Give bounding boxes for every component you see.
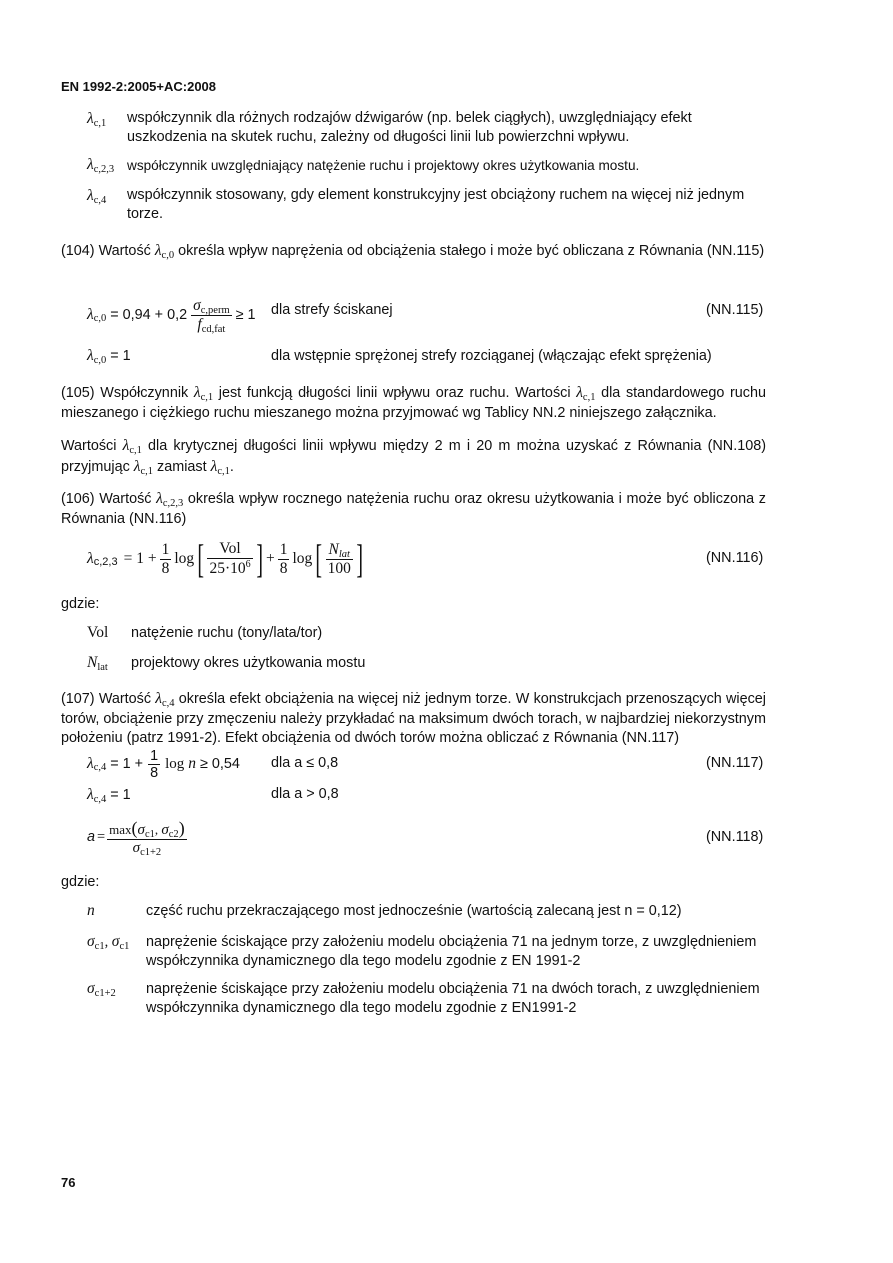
paragraph-105b: Wartości $\lambda_{c,1}$ dla krytycznej długości linii wpływu między 2 m i 20 m można uzyskać z Równania (NN.108) przyjmując $\lambda_{c,1}$ zamiast $\lambda_{c,1}$. bbox=[61, 437, 766, 477]
equation-nn115-line2: $\lambda_{c,0} = 1$ bbox=[87, 347, 131, 366]
symbol-vol: Vol bbox=[87, 624, 109, 641]
definition-lambda-c23: współczynnik uwzględniający natężenie ruchu i projektowy okres użytkowania mostu. bbox=[127, 158, 640, 173]
equation-tag-nn115: (NN.115) bbox=[706, 302, 764, 318]
equation-nn117-line2: $\lambda_{c,4} = 1$ bbox=[87, 786, 131, 805]
symbol-sigma-c12: $\sigma_{c1+2}$ bbox=[87, 980, 116, 999]
paragraph-105: (105) Współczynnik $\lambda_{c,1}$ jest funkcją długości linii wpływu oraz ruchu. Wartości $\lambda_{c,1}$ dla standardowego ruchu mieszanego i ciężkiego ruchu mieszanego można przyjmować wg Tablicy NN.2 niniejszego załącznika. bbox=[61, 384, 767, 421]
equation-tag-nn117: (NN.117) bbox=[706, 755, 764, 771]
condition-a-gt: dla a > 0,8 bbox=[271, 786, 339, 802]
equation-tag-nn118: (NN.118) bbox=[706, 829, 764, 845]
paragraph-107: (107) Wartość $\lambda_{c,4}$ określa efekt obciążenia na więcej niż jednym torze. W konstrukcjach przenoszących więcej torów, obciążenie przy zmęczeniu należy przykładać na maksimum dwóch torach, w najbardziej niekorzystnym położeniu (patrz 1991-2). Efekt obciążenia od dwóch torów można obliczać z Równania (NN.117) bbox=[61, 690, 767, 746]
equation-nn117: λ c,4 = 1 + $\frac{1}{8}$ log n ≥ 0,54 bbox=[87, 747, 240, 781]
definition-nlat: projektowy okres użytkowania mostu bbox=[131, 655, 366, 671]
definition-sigma-c12: naprężenie ściskające przy założeniu modelu obciążenia 71 na dwóch torach, z uwzględnieniem współczynnika dynamicznego dla tego modelu zgodnie z EN1991-2 bbox=[146, 981, 760, 1016]
symbol-lambda-c4: $\lambda_{c,4}$ bbox=[87, 187, 107, 206]
gdzie-label-1: gdzie: bbox=[61, 596, 100, 612]
condition-compression: dla strefy ściskanej bbox=[271, 302, 393, 318]
definition-lambda-c4: współczynnik stosowany, gdy element konstrukcyjny jest obciążony ruchem na więcej niż jednym torze. bbox=[127, 187, 745, 222]
symbol-lambda-c23: $\lambda_{c,2,3}$ bbox=[87, 156, 115, 175]
symbol-n: n bbox=[87, 902, 95, 919]
symbol-sigma-c1: $\sigma_{c1}$, $\sigma_{c1}$ bbox=[87, 933, 130, 952]
definition-vol: natężenie ruchu (tony/lata/tor) bbox=[131, 625, 323, 641]
symbol-lambda-c1: $\lambda_{c,1}$ bbox=[87, 110, 107, 129]
paragraph-106: (106) Wartość $\lambda_{c,2,3}$ określa wpływ rocznego natężenia ruchu oraz okresu użytkowania i może być obliczona z Równania (NN.116) bbox=[61, 490, 767, 527]
equation-nn115: λ c,0 = 0,94 + 0,2 $\frac{\sigma_{c,perm}}{f_{cd,fat}}$ ≥ 1 bbox=[87, 296, 256, 335]
document-id: EN 1992-2:2005+AC:2008 bbox=[61, 79, 217, 94]
definition-n: część ruchu przekraczającego most jednocześnie (wartością zalecaną jest n = 0,12) bbox=[146, 903, 682, 919]
definition-sigma-c1: naprężenie ściskające przy założeniu modelu obciążenia 71 na jednym torze, z uwzględnieniem współczynnika dynamicznego dla tego modelu zgodnie z EN 1991-2 bbox=[146, 934, 757, 969]
gdzie-label-2: gdzie: bbox=[61, 874, 100, 890]
equation-nn118: a = $\frac{\max(\sigma_{c1}, \sigma_{c2})}{\sigma_{c1+2}}$ bbox=[87, 817, 185, 858]
definition-lambda-c1: współczynnik dla różnych rodzajów dźwigarów (np. belek ciągłych), uwzględniający efekt uszkodzenia na skutek ruchu, zależny od długości linii lub powierzchni wpływu. bbox=[127, 110, 692, 145]
page-number: 76 bbox=[61, 1175, 76, 1190]
symbol-nlat: $N_{lat}$ bbox=[87, 654, 108, 673]
equation-nn116: λ c,2,3 = 1 + $\frac{1}{8}$ log [ $\frac{\text{Vol}}{25\cdot 10^6}$ ] + $\frac{1}{8}$ log [ $\frac{\text{Nlat}}{100}$ ] bbox=[87, 536, 363, 581]
paragraph-104: (104) Wartość $\lambda_{c,0}$ określa wpływ naprężenia od obciążenia stałego i może być obliczana z Równania (NN.115) bbox=[61, 242, 765, 261]
condition-prestressed: dla wstępnie sprężonej strefy rozciąganej (włączając efekt sprężenia) bbox=[271, 348, 712, 364]
equation-tag-nn116: (NN.116) bbox=[706, 550, 764, 566]
condition-a-le: dla a ≤ 0,8 bbox=[271, 755, 339, 771]
